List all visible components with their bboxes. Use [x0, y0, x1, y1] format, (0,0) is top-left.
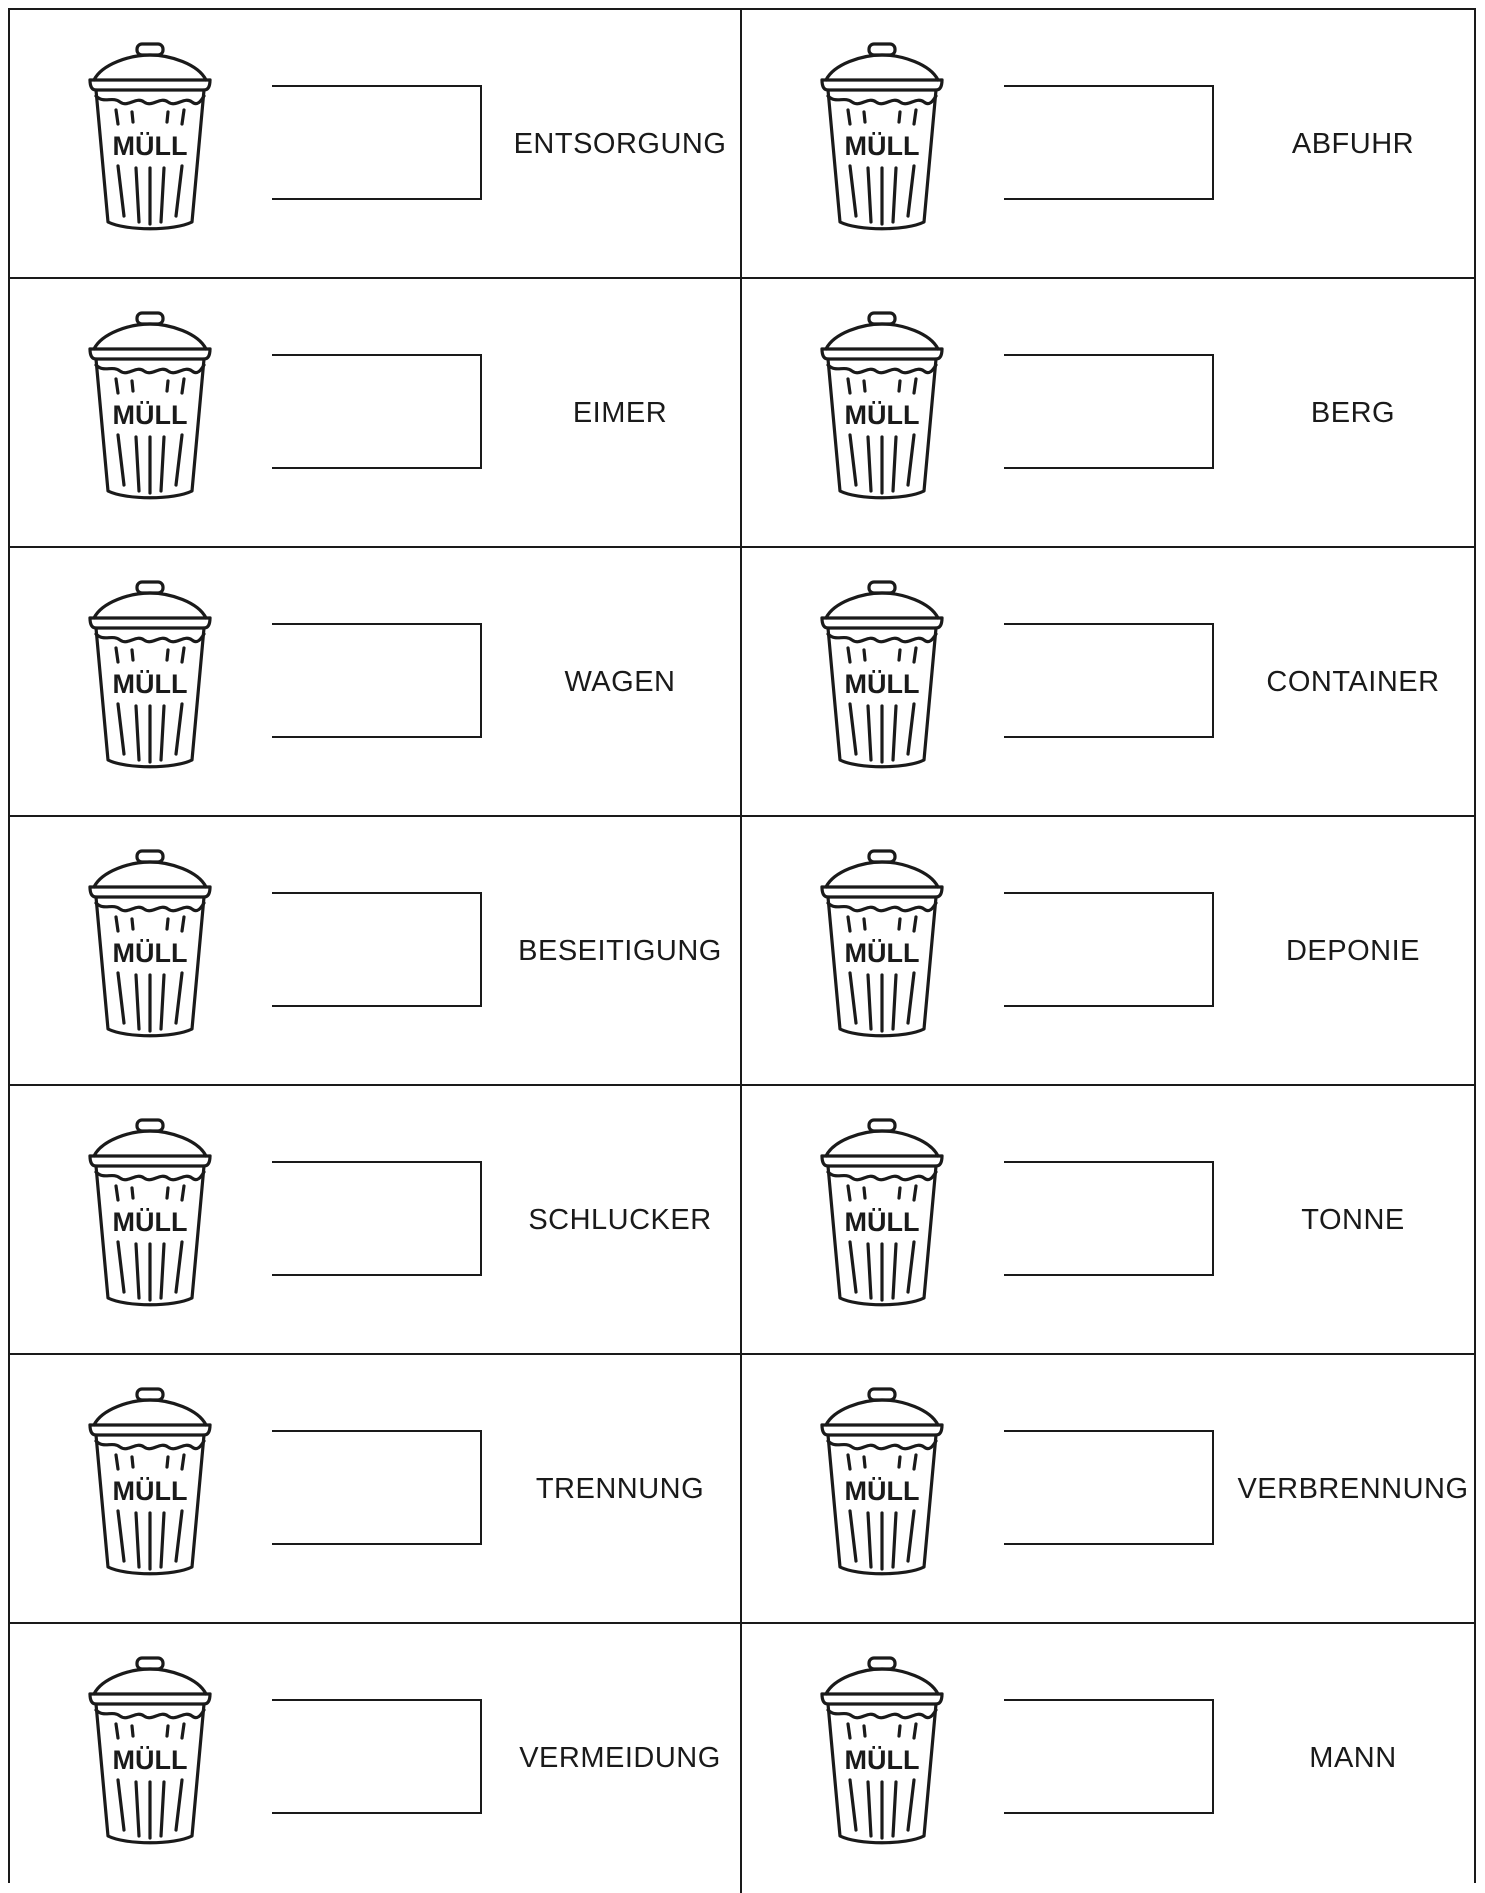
- word-label: CONTAINER: [1266, 666, 1440, 698]
- word-label: WAGEN: [564, 666, 676, 698]
- answer-box[interactable]: [272, 892, 482, 1007]
- word-label: VERMEIDUNG: [519, 1742, 721, 1774]
- word-card: [742, 1624, 1474, 1893]
- bin-label: MÜLL: [112, 1476, 188, 1506]
- word-label: TRENNUNG: [535, 1473, 705, 1505]
- trash-can-drawing: [80, 1383, 220, 1579]
- trash-can-icon: [812, 845, 952, 1041]
- word-card: [742, 1086, 1474, 1355]
- trash-can-drawing: [812, 38, 952, 234]
- trash-can-drawing: [80, 576, 220, 772]
- trash-can-drawing: [812, 845, 952, 1041]
- word-card: [10, 279, 742, 548]
- word-card: [742, 10, 1474, 279]
- word-label: EIMER: [572, 397, 668, 429]
- bin-label: MÜLL: [112, 131, 188, 161]
- word-label: MANN: [1309, 1742, 1397, 1774]
- trash-can-drawing: [812, 1383, 952, 1579]
- trash-can-icon: [80, 576, 220, 772]
- word-label: VERBRENNUNG: [1237, 1473, 1469, 1505]
- answer-box[interactable]: [1004, 85, 1214, 200]
- word-label: BESEITIGUNG: [518, 935, 722, 967]
- bin-label: MÜLL: [844, 400, 920, 430]
- bin-label: MÜLL: [844, 1476, 920, 1506]
- trash-can-icon: [812, 1652, 952, 1848]
- answer-box[interactable]: [1004, 623, 1214, 738]
- bin-label: MÜLL: [844, 938, 920, 968]
- word-card: [10, 548, 742, 817]
- trash-can-drawing: [80, 1114, 220, 1310]
- bin-label: MÜLL: [844, 669, 920, 699]
- word-card: [10, 1086, 742, 1355]
- trash-can-drawing: [812, 1114, 952, 1310]
- word-label: ABFUHR: [1291, 128, 1415, 160]
- answer-box[interactable]: [272, 1699, 482, 1814]
- word-card: [10, 10, 742, 279]
- word-card: [742, 817, 1474, 1086]
- bin-label: MÜLL: [844, 131, 920, 161]
- worksheet-grid: [8, 8, 1476, 1883]
- word-card: [742, 548, 1474, 817]
- bin-label: MÜLL: [112, 669, 188, 699]
- trash-can-icon: [80, 1652, 220, 1848]
- trash-can-drawing: [812, 1652, 952, 1848]
- answer-box[interactable]: [272, 1161, 482, 1276]
- bin-label: MÜLL: [844, 1745, 920, 1775]
- bin-label: MÜLL: [112, 400, 188, 430]
- trash-can-icon: [80, 845, 220, 1041]
- word-card: [10, 817, 742, 1086]
- answer-box[interactable]: [1004, 1430, 1214, 1545]
- trash-can-icon: [812, 1114, 952, 1310]
- trash-can-icon: [812, 576, 952, 772]
- word-label: SCHLUCKER: [528, 1204, 712, 1236]
- bin-label: MÜLL: [112, 1745, 188, 1775]
- trash-can-drawing: [80, 845, 220, 1041]
- trash-can-icon: [812, 1383, 952, 1579]
- trash-can-icon: [80, 38, 220, 234]
- trash-can-icon: [812, 38, 952, 234]
- trash-can-drawing: [80, 307, 220, 503]
- trash-can-icon: [812, 307, 952, 503]
- trash-can-drawing: [812, 307, 952, 503]
- bin-label: MÜLL: [844, 1207, 920, 1237]
- word-card: [10, 1624, 742, 1893]
- answer-box[interactable]: [272, 85, 482, 200]
- trash-can-drawing: [80, 38, 220, 234]
- answer-box[interactable]: [1004, 1699, 1214, 1814]
- answer-box[interactable]: [1004, 354, 1214, 469]
- answer-box[interactable]: [1004, 1161, 1214, 1276]
- word-card: [10, 1355, 742, 1624]
- answer-box[interactable]: [272, 354, 482, 469]
- answer-box[interactable]: [272, 1430, 482, 1545]
- word-label: BERG: [1310, 397, 1396, 429]
- answer-box[interactable]: [272, 623, 482, 738]
- word-label: DEPONIE: [1285, 935, 1421, 967]
- trash-can-drawing: [812, 576, 952, 772]
- word-label: TONNE: [1301, 1204, 1405, 1236]
- word-card: [742, 279, 1474, 548]
- answer-box[interactable]: [1004, 892, 1214, 1007]
- word-label: ENTSORGUNG: [513, 128, 727, 160]
- trash-can-drawing: [80, 1652, 220, 1848]
- bin-label: MÜLL: [112, 938, 188, 968]
- word-card: [742, 1355, 1474, 1624]
- trash-can-icon: [80, 307, 220, 503]
- trash-can-icon: [80, 1114, 220, 1310]
- trash-can-icon: [80, 1383, 220, 1579]
- bin-label: MÜLL: [112, 1207, 188, 1237]
